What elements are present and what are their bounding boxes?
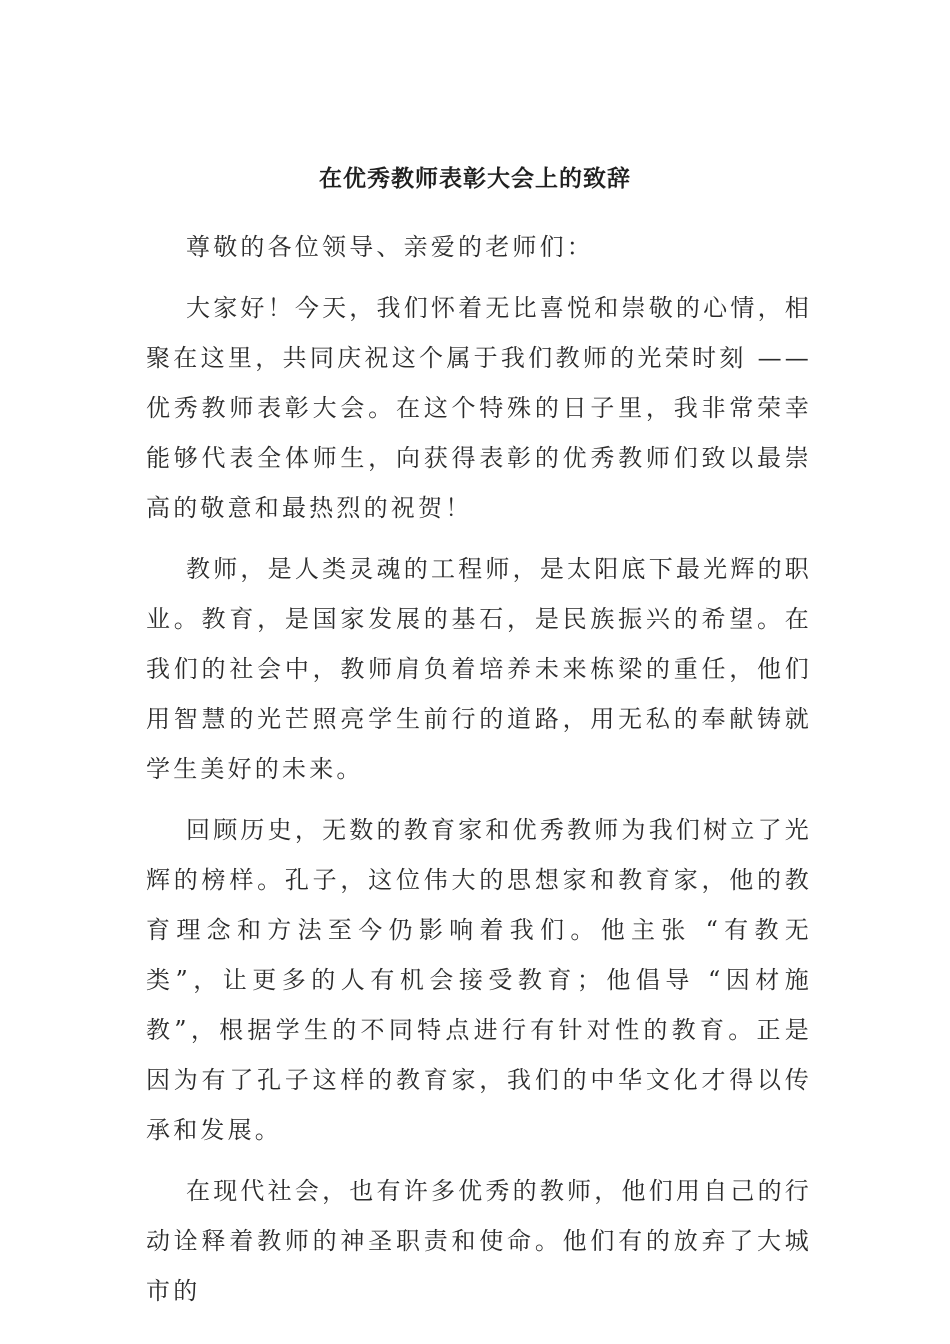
paragraph-3: 回顾历史，无数的教育家和优秀教师为我们树立了光辉的榜样。孔子，这位伟大的思想家和教育家，他的教育理念和方法至今仍影响着我们。他主张 “有教无类”，让更多的人有机会接受教育；他倡导 “因材施教”，根据学生的不同特点进行有针对性的教育。正是因为有了孔子这样的教育家，我们的中华文化才得以传承和发展。 [146,816,812,1144]
document-body [146,222,812,1327]
paragraph-1: 大家好！今天，我们怀着无比喜悦和崇敬的心情，相聚在这里，共同庆祝这个属于我们教师的光荣时刻 —— 优秀教师表彰大会。在这个特殊的日子里，我非常荣幸能够代表全体师生，向获得表彰的优秀教师们致以最崇高的敬意和最热烈的祝贺！ [146,294,812,522]
paragraph-4: 在现代社会，也有许多优秀的教师，他们用自己的行动诠释着教师的神圣职责和使命。他们有的放弃了大城市的 [146,1177,812,1305]
greeting-paragraph: 尊敬的各位领导、亲爱的老师们： [186,233,594,261]
document-title: 在优秀教师表彰大会上的致辞 [319,165,631,192]
paragraph-2: 教师，是人类灵魂的工程师，是太阳底下最光辉的职业。教育，是国家发展的基石，是民族振兴的希望。在我们的社会中，教师肩负着培养未来栋梁的重任，他们用智慧的光芒照亮学生前行的道路，用无私的奉献铸就学生美好的未来。 [146,555,812,783]
